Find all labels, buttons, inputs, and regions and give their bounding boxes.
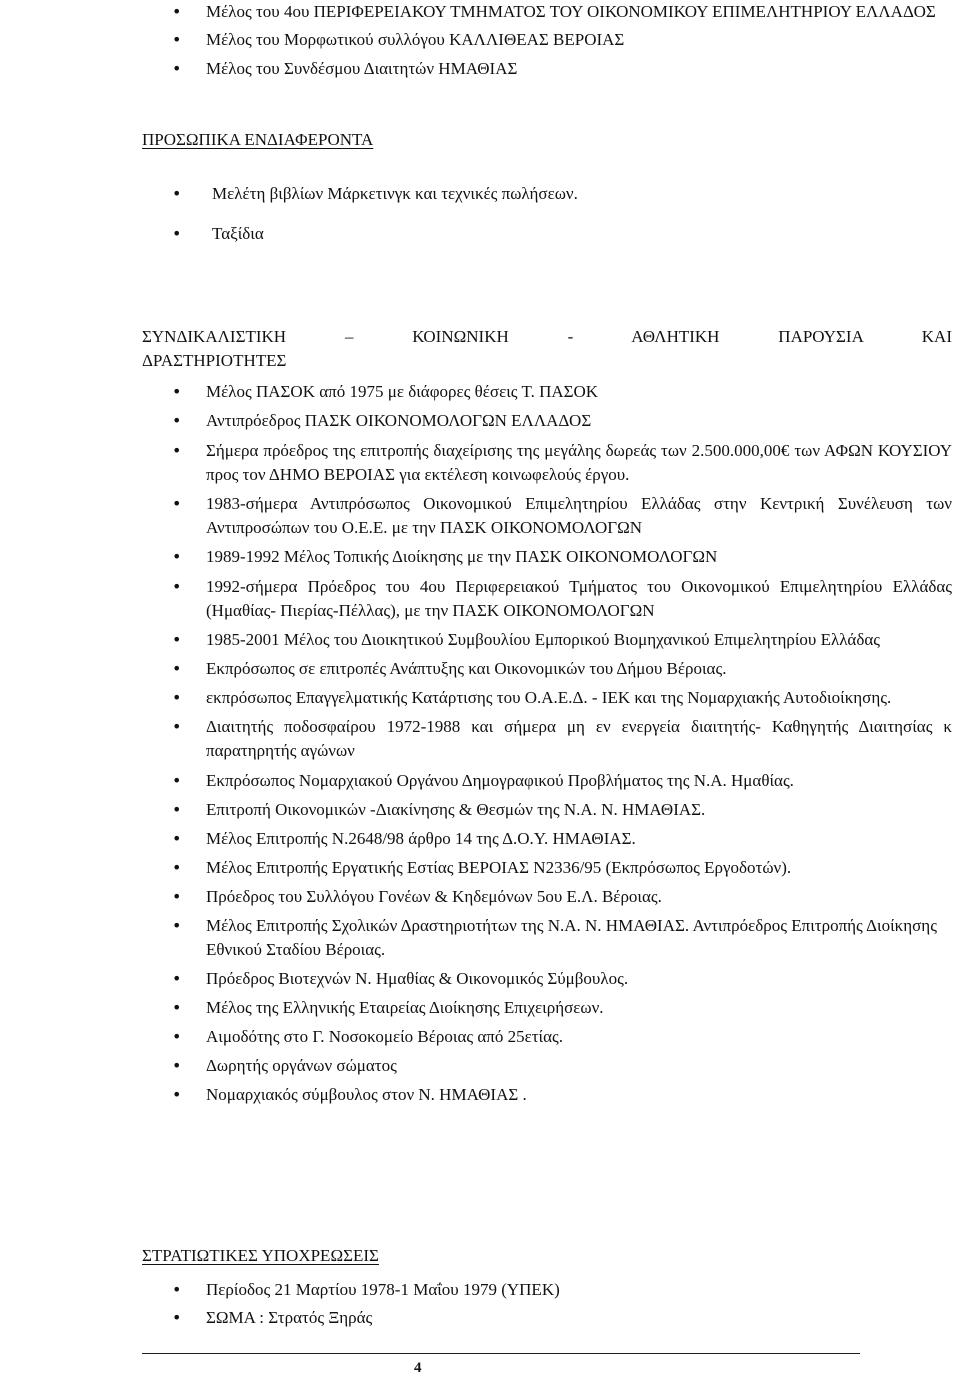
interests-heading: ΠΡΟΣΩΠΙΚΑ ΕΝΔΙΑΦΕΡΟΝΤΑ (142, 130, 374, 149)
list-item: • Μέλος Επιτροπής Εργατικής Εστίας ΒΕΡΟΙΑΣ Ν2336/95 (Εκπρόσωπος Εργοδοτών). (0, 856, 960, 880)
list-item: • Αντιπρόεδρος ΠΑΣΚ ΟΙΚΟΝΟΜΟΛΟΓΩΝ ΕΛΛΑΔΟΣ (0, 409, 960, 433)
list-item: • Περίοδος 21 Μαρτίου 1978-1 Μαΐου 1979 (ΥΠΕΚ) (0, 1278, 960, 1302)
list-item: • Σήμερα πρόεδρος της επιτροπής διαχείρισης της μεγάλης δωρεάς των 2.500.000,00€ των ΑΦΩΝ ΚΟΥΣΙΟΥ προς τον ΔΗΜΟ ΒΕΡΟΙΑΣ για εκτέλεση κοινωφελούς έργου. (0, 439, 960, 487)
activities-heading-line2: ΔΡΑΣΤΗΡΙΟΤΗΤΕΣ (142, 351, 287, 370)
list-item: • Νομαρχιακός σύμβουλος στον Ν. ΗΜΑΘΙΑΣ . (0, 1083, 960, 1107)
list-item: • Πρόεδρος του Συλλόγου Γονέων & Κηδεμόνων 5ου Ε.Λ. Βέροιας. (0, 885, 960, 909)
activities-list (0, 380, 960, 1107)
list-item: • Μέλος του 4ου ΠΕΡΙΦΕΡΕΙΑΚΟΥ ΤΜΗΜΑΤΟΣ ΤΟΥ ΟΙΚΟΝΟΜΙΚΟΥ ΕΠΙΜΕΛΗΤΗΡΙΟΥ ΕΛΛΑΔΟΣ (0, 0, 960, 24)
list-item: • Δωρητής οργάνων σώματος (0, 1054, 960, 1078)
list-item: • Μέλος του Συνδέσμου Διαιτητών ΗΜΑΘΙΑΣ (0, 57, 960, 81)
list-item: • Μέλος του Μορφωτικού συλλόγου ΚΑΛΛΙΘΕΑΣ ΒΕΡΟΙΑΣ (0, 28, 960, 52)
activities-section (0, 380, 960, 1107)
activities-heading-line1: ΣΥΝΔΙΚΑΛΙΣΤΙΚΗ – ΚΟΙΝΩΝΙΚΗ - ΑΘΛΗΤΙΚΗ ΠΑΡΟΥΣΙΑ ΚΑΙ (142, 327, 952, 346)
military-section (0, 1278, 960, 1330)
list-item: • Ταξίδια (0, 222, 960, 246)
page-number: 4 (414, 1360, 422, 1376)
list-item: • Μέλος Επιτροπής Σχολικών Δραστηριοτήτων της Ν.Α. Ν. ΗΜΑΘΙΑΣ. Αντιπρόεδρος Επιτροπής Διοίκησης Εθνικού Σταδίου Βέροιας. (0, 914, 960, 962)
list-item: • εκπρόσωπος Επαγγελματικής Κατάρτισης του Ο.Α.Ε.Δ. - ΙΕΚ και της Νομαρχιακής Αυτοδιοίκησης. (0, 686, 960, 710)
military-list (0, 1278, 960, 1330)
list-item: • ΣΩΜΑ : Στρατός Ξηράς (0, 1306, 960, 1330)
military-heading: ΣΤΡΑΤΙΩΤΙΚΕΣ ΥΠΟΧΡΕΩΣΕΙΣ (142, 1246, 379, 1265)
list-item: • Μελέτη βιβλίων Μάρκετινγκ και τεχνικές πωλήσεων. (0, 182, 960, 206)
list-item: • Εκπρόσωπος Νομαρχιακού Οργάνου Δημογραφικού Προβλήματος της Ν.Α. Ημαθίας. (0, 769, 960, 793)
interests-section (0, 182, 960, 246)
interests-list (0, 182, 960, 246)
list-item: • Μέλος ΠΑΣΟΚ από 1975 με διάφορες θέσεις Τ. ΠΑΣΟΚ (0, 380, 960, 404)
list-item: • Αιμοδότης στο Γ. Νοσοκομείο Βέροιας από 25ετίας. (0, 1025, 960, 1049)
membership-list (0, 0, 960, 81)
list-item: • Μέλος της Ελληνικής Εταιρείας Διοίκησης Επιχειρήσεων. (0, 996, 960, 1020)
list-item: • Μέλος Επιτροπής Ν.2648/98 άρθρο 14 της Δ.Ο.Υ. ΗΜΑΘΙΑΣ. (0, 827, 960, 851)
membership-section (0, 0, 960, 81)
footer-rule (142, 1353, 860, 1354)
list-item: • Διαιτητής ποδοσφαίρου 1972-1988 και σήμερα μη εν ενεργεία διαιτητής- Καθηγητής Διαιτησίας κ παρατηρητής αγώνων (0, 715, 960, 763)
list-item: • 1983-σήμερα Αντιπρόσωπος Οικονομικού Επιμελητηρίου Ελλάδας στην Κεντρική Συνέλευση των Αντιπροσώπων του Ο.Ε.Ε. με την ΠΑΣΚ ΟΙΚΟΝΟΜΟΛΟΓΩΝ (0, 492, 960, 540)
list-item: • Πρόεδρος Βιοτεχνών Ν. Ημαθίας & Οικονομικός Σύμβουλος. (0, 967, 960, 991)
list-item: • 1985-2001 Μέλος του Διοικητικού Συμβουλίου Εμπορικού Βιομηχανικού Επιμελητηρίου Ελλάδας (0, 628, 960, 652)
activities-heading (142, 325, 952, 373)
list-item: • Εκπρόσωπος σε επιτροπές Ανάπτυξης και Οικονομικών του Δήμου Βέροιας. (0, 657, 960, 681)
list-item: • 1989-1992 Μέλος Τοπικής Διοίκησης με την ΠΑΣΚ ΟΙΚΟΝΟΜΟΛΟΓΩΝ (0, 545, 960, 569)
list-item: • Επιτροπή Οικονομικών -Διακίνησης & Θεσμών της Ν.Α. Ν. ΗΜΑΘΙΑΣ. (0, 798, 960, 822)
list-item: • 1992-σήμερα Πρόεδρος του 4ου Περιφερειακού Τμήματος του Οικονομικού Επιμελητηρίου Ελλάδας (Ημαθίας- Πιερίας-Πέλλας), με την ΠΑΣΚ ΟΙΚΟΝΟΜΟΛΟΓΩΝ (0, 575, 960, 623)
